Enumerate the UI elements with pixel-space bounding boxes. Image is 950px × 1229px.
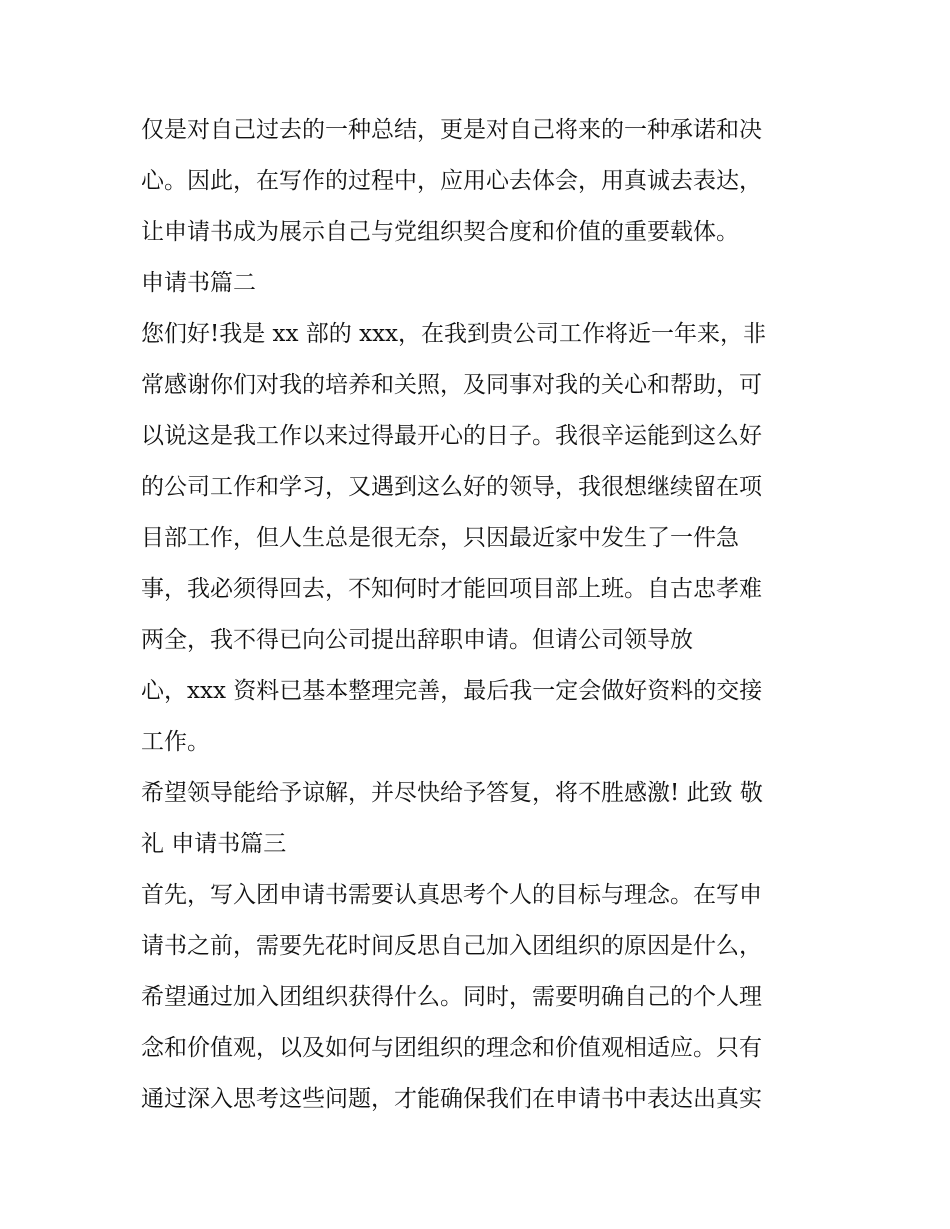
section-heading-line: 礼 申请书篇三 — [141, 831, 287, 857]
text-line: 的公司工作和学习，又遇到这么好的领导，我很想继续留在项 — [141, 474, 762, 500]
text-line: 希望通过加入团组织获得什么。同时，需要明确自己的个人理 — [141, 984, 762, 1010]
text-line: 目部工作，但人生总是很无奈，只因最近家中发生了一件急 — [141, 525, 739, 551]
document-body — [141, 108, 821, 1128]
text-line: 常感谢你们对我的培养和关照，及同事对我的关心和帮助，可 — [141, 372, 762, 398]
text-line: 以说这是我工作以来过得最开心的日子。我很辛运能到这么好 — [141, 423, 762, 449]
text-line: 心，xxx 资料已基本整理完善，最后我一定会做好资料的交接 — [141, 678, 763, 704]
text-line: 通过深入思考这些问题，才能确保我们在申请书中表达出真实 — [141, 1086, 762, 1112]
text-line: 希望领导能给予谅解，并尽快给予答复，将不胜感激! 此致 敬 — [141, 780, 763, 806]
text-line: 工作。 — [141, 729, 210, 755]
section-heading: 申请书篇二 — [141, 270, 256, 296]
text-line: 仅是对自己过去的一种总结，更是对自己将来的一种承诺和决 — [141, 117, 762, 143]
text-line: 事，我必须得回去，不知何时才能回项目部上班。自古忠孝难 — [141, 576, 762, 602]
text-line: 首先，写入团申请书需要认真思考个人的目标与理念。在写申 — [141, 882, 762, 908]
text-line: 念和价值观，以及如何与团组织的理念和价值观相适应。只有 — [141, 1035, 762, 1061]
text-line: 您们好!我是 xx 部的 xxx，在我到贵公司工作将近一年来，非 — [141, 321, 767, 347]
text-line: 两全，我不得已向公司提出辞职申请。但请公司领导放 — [141, 627, 693, 653]
text-line: 心。因此，在写作的过程中，应用心去体会，用真诚去表达， — [141, 168, 762, 194]
text-line: 请书之前，需要先花时间反思自己加入团组织的原因是什么， — [141, 933, 762, 959]
text-line: 让申请书成为展示自己与党组织契合度和价值的重要载体。 — [141, 219, 739, 245]
